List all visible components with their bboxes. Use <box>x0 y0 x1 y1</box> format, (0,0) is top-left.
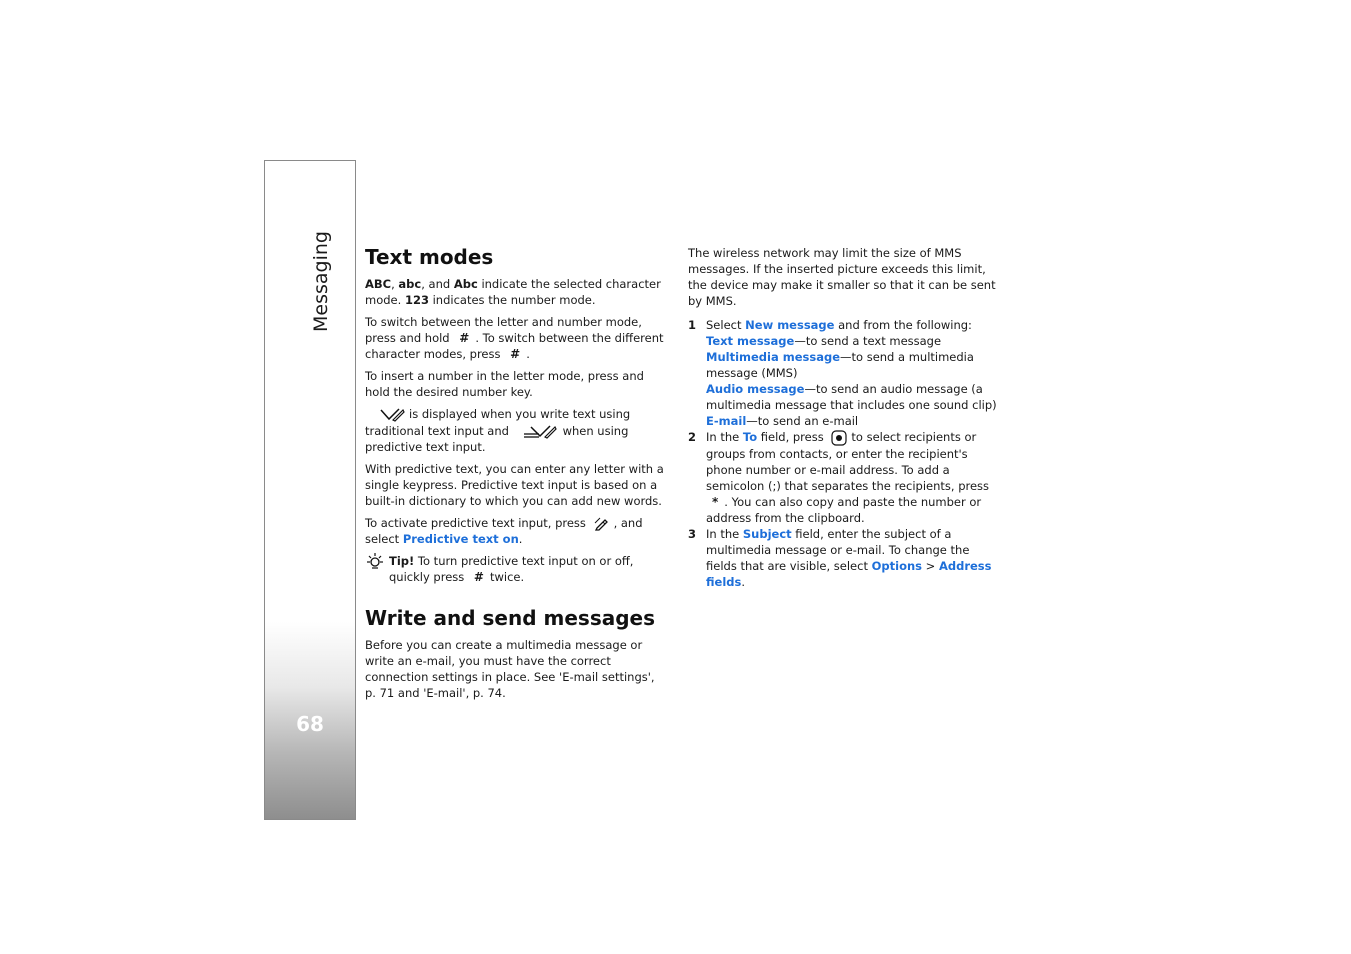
text: —to send a multimedia message (MMS) <box>706 350 974 380</box>
text: field, enter the subject of a multimedia message or e-mail. To change the fields that are visible, select <box>706 526 970 573</box>
star-key-icon: * <box>712 494 719 509</box>
hash-key-icon: # <box>473 570 484 584</box>
predictive-text-on-link: Predictive text on <box>402 532 519 546</box>
text: . <box>526 347 530 361</box>
step-number: 3 <box>688 526 697 541</box>
option-link: Text message <box>706 334 795 348</box>
text-modes-p4 <box>365 406 669 455</box>
predictive-input-icon <box>523 423 557 439</box>
text-modes-heading: Text modes <box>365 245 494 269</box>
text: —to send a text message <box>794 334 942 348</box>
page-number: 68 <box>296 712 324 736</box>
text: In the <box>706 430 743 444</box>
option-link: E-mail <box>706 414 747 428</box>
step-body <box>706 526 998 590</box>
text: To activate predictive text input, press <box>365 516 586 530</box>
text: . You can also copy and paste the number or address from the clipboard. <box>706 494 982 525</box>
edit-key-icon <box>594 517 610 531</box>
options-link: Options <box>871 558 923 573</box>
mode-abc-lower: abc <box>398 277 422 291</box>
text: —to send an audio message (a multimedia message that includes one sound clip) <box>706 382 997 412</box>
section-label: Messaging <box>310 231 332 332</box>
tip-text <box>389 553 669 585</box>
mode-abc-upper: ABC <box>365 277 392 291</box>
text-modes-p2 <box>365 314 669 362</box>
address-fields-link: Address fields <box>706 558 992 589</box>
to-field-link: To <box>742 430 758 444</box>
text: and from the following: <box>834 318 972 332</box>
step-3 <box>688 526 998 590</box>
text: field, press <box>757 430 824 444</box>
steps-list <box>688 317 998 590</box>
step-number: 1 <box>688 318 697 332</box>
text: indicate the selected character mode. <box>365 277 661 307</box>
sep: , and <box>421 277 454 291</box>
step-body <box>706 317 998 429</box>
option-text-message <box>706 333 998 349</box>
hash-key-icon: # <box>510 347 521 361</box>
text: —to send an e-mail <box>746 414 859 428</box>
left-column <box>365 244 669 707</box>
text: . <box>741 574 745 589</box>
step-number: 2 <box>688 430 697 444</box>
traditional-input-icon <box>379 407 405 423</box>
text-modes-p1 <box>365 276 669 308</box>
text: . <box>518 532 523 546</box>
step-1 <box>688 317 998 429</box>
option-email <box>706 413 998 429</box>
write-send-p1: Before you can create a multimedia message or write an e-mail, you must have the correct connection settings in place. See 'E-mail settings', p. 71 and 'E-mail', p. 74. <box>365 638 655 700</box>
right-column <box>688 245 998 590</box>
text: is displayed when you write text using traditional text input and <box>365 407 631 438</box>
write-send-heading: Write and send messages <box>365 606 656 630</box>
scroll-key-icon <box>831 430 847 446</box>
tip-label: Tip! <box>389 554 415 568</box>
text: , and select <box>365 516 643 546</box>
text: To switch between the letter and number mode, press and hold <box>365 315 642 345</box>
tip-box <box>365 553 669 585</box>
new-message-link: New message <box>745 318 835 332</box>
tip-bulb-icon <box>365 553 385 571</box>
text: when using predictive text input. <box>365 423 629 454</box>
text-modes-p6 <box>365 515 669 547</box>
text-modes-p5: With predictive text, you can enter any letter with a single keypress. Predictive text input is based on a built-in dictionary to which you can add new words. <box>365 462 664 508</box>
text: In the <box>706 526 743 541</box>
option-link: Audio message <box>706 382 805 396</box>
text: . To switch between the different character modes, press <box>365 331 664 361</box>
text-modes-p3: To insert a number in the letter mode, press and hold the desired number key. <box>365 369 644 399</box>
mode-abc-title: Abc <box>453 277 478 291</box>
mms-intro: The wireless network may limit the size of MMS messages. If the inserted picture exceeds this limit, the device may make it smaller so that it can be sent by MMS. <box>688 246 996 308</box>
mode-123: 123 <box>404 293 429 307</box>
step-body <box>706 429 998 526</box>
text: twice. <box>489 570 525 584</box>
text: indicates the number mode. <box>428 293 596 307</box>
sep: , <box>391 277 399 291</box>
text: Select <box>706 318 746 332</box>
subject-field-link: Subject <box>742 526 792 541</box>
text: To turn predictive text input on or off, quickly press <box>389 554 634 584</box>
option-multimedia-message <box>706 349 998 381</box>
hash-key-icon: # <box>459 331 470 345</box>
text: > <box>922 558 939 573</box>
text: to select recipients or groups from contacts, or enter the recipient's phone number or e-mail address. To add a semicolon (;) that separates the recipients, press <box>706 430 990 493</box>
option-audio-message <box>706 381 998 413</box>
step-2 <box>688 429 998 526</box>
option-link: Multimedia message <box>706 350 840 364</box>
